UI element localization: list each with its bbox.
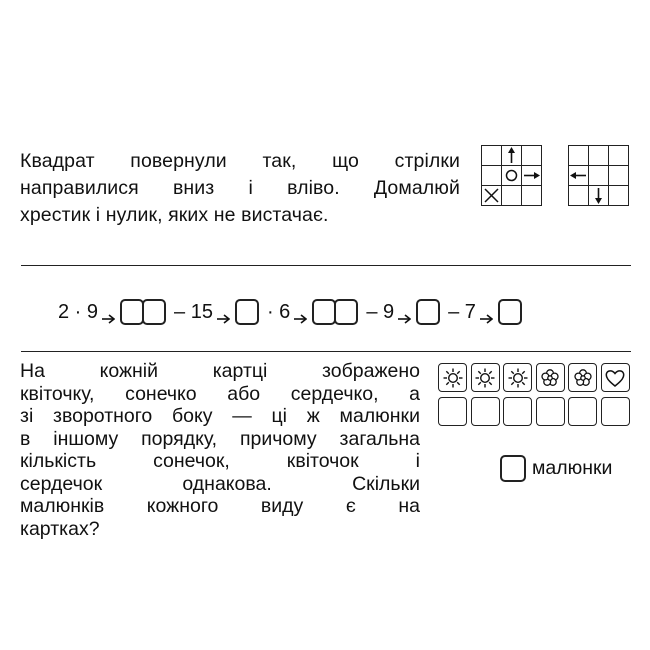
grid-original: [481, 145, 542, 206]
arrow-right-icon: [480, 307, 493, 317]
grid-original-table: [481, 145, 542, 206]
task3-line: в іншому порядку, причому загальна: [20, 427, 420, 450]
task1-line: направилися вниз і вліво. Домалюй: [20, 177, 460, 199]
grid-rotated-cell[interactable]: [609, 166, 629, 186]
cards-back-row: [438, 397, 633, 426]
answer-label: малюнки: [532, 457, 613, 479]
grid-rotated-cell[interactable]: [589, 146, 609, 166]
circle-icon: [502, 166, 521, 185]
divider: [21, 351, 631, 352]
answer-box[interactable]: [500, 455, 526, 482]
card-front: [438, 363, 467, 392]
task3-line: зі зворотного боку — ці ж малюнки: [20, 405, 420, 427]
card-back-empty[interactable]: [536, 397, 565, 426]
grid-rotated-cell[interactable]: [569, 166, 589, 186]
answer-box[interactable]: [498, 299, 522, 325]
card-back-empty[interactable]: [601, 397, 630, 426]
cards-front-row: [438, 363, 633, 392]
task3-text: [20, 360, 420, 540]
grid-original-cell: [482, 186, 502, 206]
task1-text: [20, 148, 460, 229]
task3-line: квіточку, сонечко або сердечко, а: [20, 382, 420, 405]
arrow-down-icon: [589, 186, 608, 205]
answer-area: [500, 455, 612, 482]
grid-rotated-cell[interactable]: [569, 146, 589, 166]
cross-icon: [482, 186, 501, 205]
card-back-empty[interactable]: [568, 397, 597, 426]
card-front: [536, 363, 565, 392]
grid-original-cell: [522, 186, 542, 206]
cards: [438, 363, 633, 426]
answer-boxes: [498, 299, 522, 325]
card-front: [503, 363, 532, 392]
grid-rotated[interactable]: [568, 145, 629, 206]
arrow-right-icon: [102, 307, 115, 317]
flower-icon: [572, 367, 594, 389]
answer-line[interactable]: [21, 265, 631, 266]
answer-box[interactable]: [312, 299, 336, 325]
chain-expression: – 15: [174, 300, 213, 323]
number-chain: [56, 296, 528, 328]
sun-icon: [442, 367, 464, 389]
grid-original-cell: [482, 166, 502, 186]
arrow-right-icon: [294, 307, 307, 317]
task3-line: малюнків кожного виду є на: [20, 495, 420, 517]
card-front: [568, 363, 597, 392]
card-back-empty[interactable]: [471, 397, 500, 426]
sun-icon: [507, 367, 529, 389]
task3-line: картках?: [20, 517, 100, 540]
card-front: [601, 363, 630, 392]
arrow-right-icon: [398, 307, 411, 317]
chain-expression: 2 · 9: [58, 300, 99, 323]
card-front: [471, 363, 500, 392]
answer-box[interactable]: [142, 299, 166, 325]
grid-rotated-cell[interactable]: [589, 186, 609, 206]
task3-line: кількість сонечок, квіточок і: [20, 450, 420, 472]
grid-original-cell: [502, 166, 522, 186]
answer-box[interactable]: [120, 299, 144, 325]
task1-line: Квадрат повернули так, що стрілки: [20, 150, 460, 172]
sun-icon: [474, 367, 496, 389]
card-back-empty[interactable]: [503, 397, 532, 426]
answer-boxes: [235, 299, 259, 325]
flower-icon: [539, 367, 561, 389]
grid-rotated-cell[interactable]: [589, 166, 609, 186]
arrow-right-icon: [522, 166, 541, 185]
answer-boxes: [416, 299, 440, 325]
grid-rotated-table[interactable]: [568, 145, 629, 206]
answer-box[interactable]: [416, 299, 440, 325]
arrow-right-icon: [217, 307, 230, 317]
grid-rotated-cell[interactable]: [609, 186, 629, 206]
chain-expression: · 6: [266, 300, 291, 323]
grid-original-cell: [522, 166, 542, 186]
answer-boxes: [312, 299, 358, 325]
grid-rotated-cell[interactable]: [609, 146, 629, 166]
task3-line: сердечок однакова. Скільки: [20, 472, 420, 495]
chain-expression: – 9: [366, 300, 395, 323]
grid-original-cell: [522, 146, 542, 166]
chain-expression: – 7: [448, 300, 476, 323]
answer-boxes: [120, 299, 166, 325]
task3-line: На кожній картці зображено: [20, 360, 420, 382]
grid-original-cell: [502, 146, 522, 166]
answer-box[interactable]: [235, 299, 259, 325]
arrow-left-icon: [569, 166, 588, 185]
heart-icon: [604, 367, 626, 389]
grid-original-cell: [482, 146, 502, 166]
grid-rotated-cell[interactable]: [569, 186, 589, 206]
task1-line: хрестик і нулик, яких не вистачає.: [20, 204, 329, 226]
card-back-empty[interactable]: [438, 397, 467, 426]
arrow-up-icon: [502, 146, 521, 165]
grid-original-cell: [502, 186, 522, 206]
answer-box[interactable]: [334, 299, 358, 325]
